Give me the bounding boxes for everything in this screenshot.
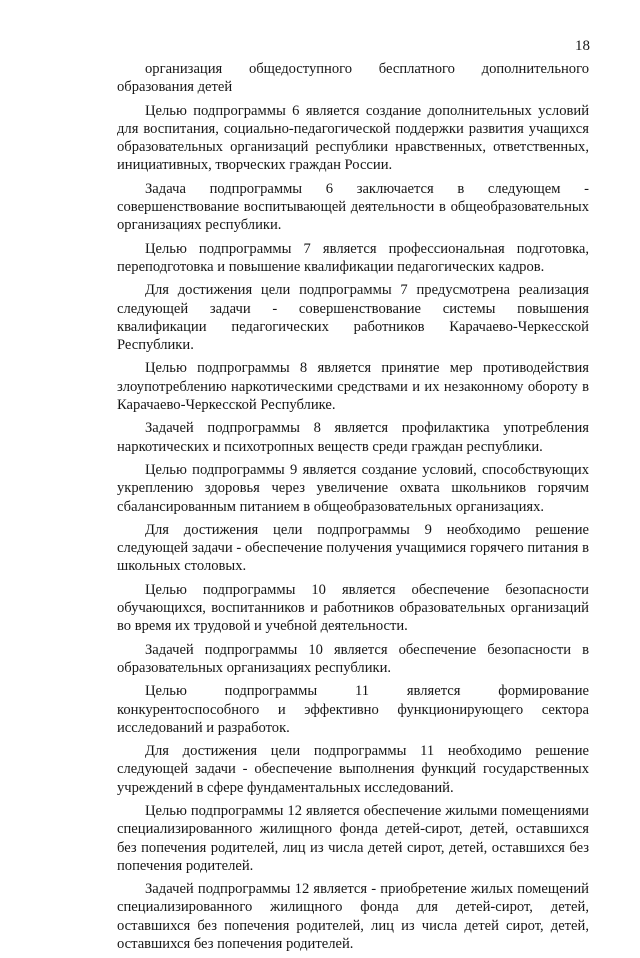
paragraph-subprogram-11-goal: Целью подпрограммы 11 является формирование конкурентоспособного и эффективно функционирующего сектора исследований и разработок.	[117, 683, 589, 736]
page-number: 18	[575, 38, 590, 54]
paragraph-subprogram-12-task: Задачей подпрограммы 12 является - приобретение жилых помещений специализированного жилищного фонда для детей-сирот, детей, оставшихся без попечения родителей, лиц из числа детей сирот, детей, оставшихся без попечения родителей.	[117, 881, 589, 953]
paragraph-subprogram-9-goal: Целью подпрограммы 9 является создание условий, способствующих укреплению здоровья через увеличение охвата школьников горячим сбалансированным питанием в общеобразовательных организациях.	[117, 461, 589, 515]
paragraph-subprogram-8-goal: Целью подпрограммы 8 является принятие мер противодействия злоупотреблению наркотическими средствами и их незаконному обороту в Карачаево-Черкесской Республике.	[117, 360, 589, 414]
paragraph-subprogram-10-goal: Целью подпрограммы 10 является обеспечение безопасности обучающихся, воспитанников и работников образовательных организаций во время их трудовой и учебной деятельности.	[117, 581, 589, 635]
paragraph-continuation: организация общедоступного бесплатного дополнительного образования детей	[117, 61, 589, 96]
paragraph-subprogram-6-task: Задача подпрограммы 6 заключается в следующем - совершенствование воспитывающей деятельности в общеобразовательных организациях республики.	[117, 180, 589, 234]
paragraph-subprogram-7-task: Для достижения цели подпрограммы 7 предусмотрена реализация следующей задачи - совершенствование системы повышения квалификации педагогических работников Карачаево-Черкесской Республики.	[117, 282, 589, 354]
paragraph-subprogram-6-goal: Целью подпрограммы 6 является создание дополнительных условий для воспитания, социально-педагогической поддержки развития учащихся образовательных организаций республики нравственных, ответственных, инициативных, творческих граждан России.	[117, 102, 589, 174]
paragraph-subprogram-9-task: Для достижения цели подпрограммы 9 необходимо решение следующей задачи - обеспечение получения учащимися горячего питания в школьных столовых.	[117, 521, 589, 575]
paragraph-subprogram-12-goal: Целью подпрограммы 12 является обеспечение жилыми помещениями специализированного жилищного фонда детей-сирот, детей, оставшихся без попечения родителей, лиц из числа детей сирот, детей, оставшихся без попечения родителей.	[117, 802, 589, 874]
paragraph-subprogram-11-task: Для достижения цели подпрограммы 11 необходимо решение следующей задачи - обеспечение выполнения функций государственных учреждений в сфере фундаментальных исследований.	[117, 743, 589, 796]
paragraph-subprogram-10-task: Задачей подпрограммы 10 является обеспечение безопасности в образовательных организациях республики.	[117, 641, 589, 676]
body-text	[117, 60, 589, 958]
paragraph-subprogram-7-goal: Целью подпрограммы 7 является профессиональная подготовка, переподготовка и повышение квалификации педагогических кадров.	[117, 240, 589, 275]
paragraph-subprogram-8-task: Задачей подпрограммы 8 является профилактика употребления наркотических и психотропных веществ среди граждан республики.	[117, 420, 589, 455]
